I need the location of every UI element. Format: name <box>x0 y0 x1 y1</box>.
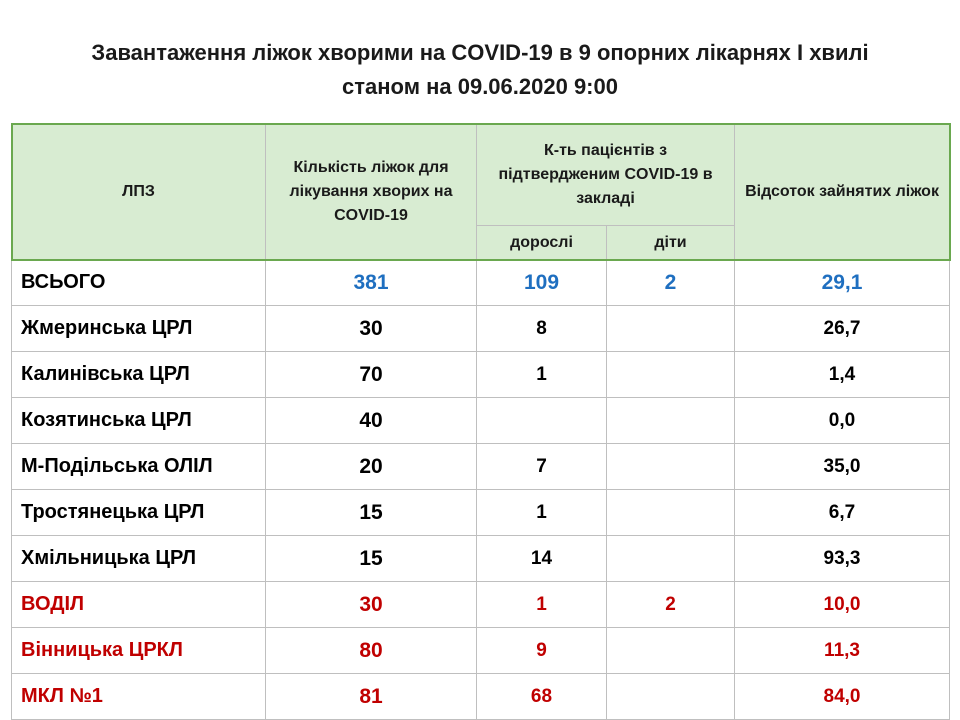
cell-lpz-name: Вінницька ЦРКЛ <box>12 628 266 674</box>
cell-percent: 11,3 <box>735 628 950 674</box>
header-lpz: ЛПЗ <box>12 124 266 260</box>
cell-beds: 70 <box>266 352 477 398</box>
table-row <box>12 398 950 444</box>
table-row <box>12 260 950 306</box>
cell-children <box>607 306 735 352</box>
cell-children: 2 <box>607 260 735 306</box>
cell-percent: 29,1 <box>735 260 950 306</box>
header-patients: К-ть пацієнтів з підтвердженим COVID-19 в закладі <box>477 124 735 226</box>
cell-lpz-name: Тростянецька ЦРЛ <box>12 490 266 536</box>
header-beds: Кількість ліжок для лікування хворих на COVID-19 <box>266 124 477 260</box>
table-row <box>12 582 950 628</box>
cell-lpz-name: Хмільницька ЦРЛ <box>12 536 266 582</box>
cell-beds: 80 <box>266 628 477 674</box>
cell-adults: 1 <box>477 490 607 536</box>
table-row <box>12 352 950 398</box>
cell-children <box>607 490 735 536</box>
table-body <box>12 260 950 720</box>
cell-children <box>607 536 735 582</box>
cell-beds: 40 <box>266 398 477 444</box>
cell-beds: 15 <box>266 490 477 536</box>
cell-lpz-name: Козятинська ЦРЛ <box>12 398 266 444</box>
cell-beds: 81 <box>266 674 477 720</box>
cell-children <box>607 398 735 444</box>
header-percent: Відсоток зайнятих ліжок <box>735 124 950 260</box>
cell-percent: 35,0 <box>735 444 950 490</box>
cell-percent: 26,7 <box>735 306 950 352</box>
cell-lpz-name: МКЛ №1 <box>12 674 266 720</box>
cell-adults: 109 <box>477 260 607 306</box>
table-row <box>12 444 950 490</box>
cell-adults <box>477 398 607 444</box>
cell-percent: 6,7 <box>735 490 950 536</box>
header-children: діти <box>607 226 735 260</box>
cell-lpz-name: ВСЬОГО <box>12 260 266 306</box>
cell-adults: 68 <box>477 674 607 720</box>
cell-beds: 30 <box>266 582 477 628</box>
cell-adults: 7 <box>477 444 607 490</box>
table-row <box>12 674 950 720</box>
cell-lpz-name: М-Подільська ОЛІЛ <box>12 444 266 490</box>
table-row <box>12 306 950 352</box>
cell-adults: 9 <box>477 628 607 674</box>
cell-percent: 93,3 <box>735 536 950 582</box>
bed-occupancy-table <box>11 123 950 720</box>
header-adults: дорослі <box>477 226 607 260</box>
table-row <box>12 628 950 674</box>
cell-children <box>607 674 735 720</box>
page-title <box>0 36 960 104</box>
cell-percent: 0,0 <box>735 398 950 444</box>
cell-adults: 8 <box>477 306 607 352</box>
table-row <box>12 536 950 582</box>
cell-adults: 1 <box>477 582 607 628</box>
cell-percent: 1,4 <box>735 352 950 398</box>
cell-beds: 30 <box>266 306 477 352</box>
cell-lpz-name: Жмеринська ЦРЛ <box>12 306 266 352</box>
title-line-1: Завантаження ліжок хворими на COVID-19 в 9 опорних лікарнях І хвилі <box>91 40 869 65</box>
cell-beds: 15 <box>266 536 477 582</box>
cell-children <box>607 444 735 490</box>
cell-percent: 84,0 <box>735 674 950 720</box>
cell-children <box>607 352 735 398</box>
cell-percent: 10,0 <box>735 582 950 628</box>
cell-beds: 381 <box>266 260 477 306</box>
table-row <box>12 490 950 536</box>
table-header <box>12 124 950 260</box>
cell-lpz-name: Калинівська ЦРЛ <box>12 352 266 398</box>
title-line-2: станом на 09.06.2020 9:00 <box>342 74 618 99</box>
cell-adults: 14 <box>477 536 607 582</box>
cell-adults: 1 <box>477 352 607 398</box>
cell-children: 2 <box>607 582 735 628</box>
cell-beds: 20 <box>266 444 477 490</box>
cell-lpz-name: ВОДІЛ <box>12 582 266 628</box>
cell-children <box>607 628 735 674</box>
